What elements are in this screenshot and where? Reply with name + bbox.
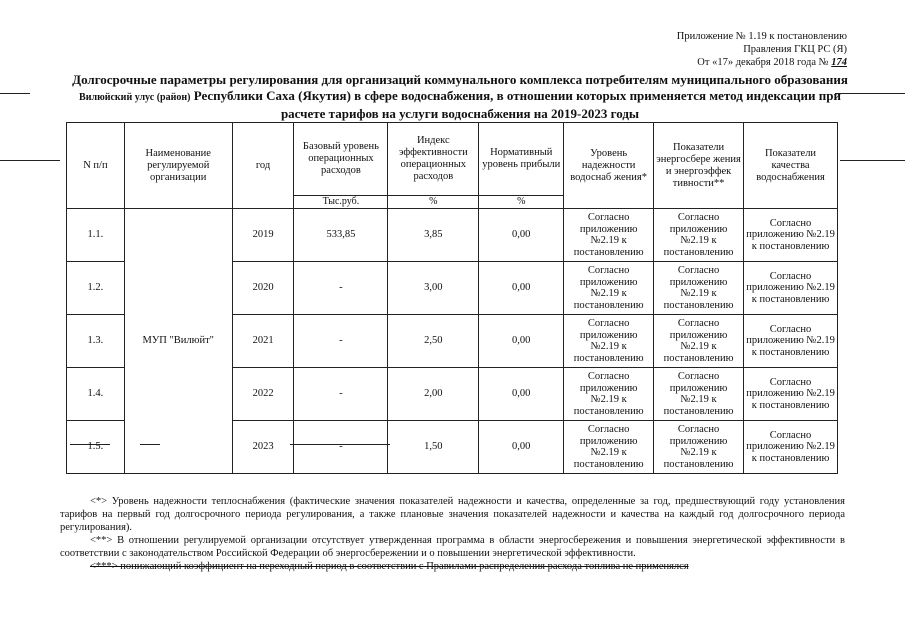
footnotes: [60, 495, 845, 573]
row-index: 2,00: [388, 368, 479, 421]
appendix-line-1: Приложение № 1.19 к постановлению: [676, 31, 847, 42]
row-num: 1.4.: [67, 368, 125, 421]
row-index: 1,50: [388, 421, 479, 474]
row-reliability: Согласно приложению №2.19 к постановлению: [564, 262, 654, 315]
row-energy: Согласно приложению №2.19 к постановлению: [654, 368, 744, 421]
header-profit-level: Нормативный уровень прибыли: [479, 123, 564, 196]
scan-line: [835, 93, 905, 94]
title-part-2: Республики Саха (Якутия) в сфере водоснабжения, в отношении которых применяется метод индексации при расчете тарифов на услуги водоснабжения на 2019-2023 годы: [193, 88, 841, 121]
scan-line: [840, 160, 905, 161]
row-num: 1.1.: [67, 209, 125, 262]
row-quality: Согласно приложению №2.19 к постановлению: [744, 421, 838, 474]
row-index: 3,00: [388, 262, 479, 315]
footnote-2: <**> В отношении регулируемой организации отсутствует утвержденная программа в области энергосбережения и повышения энергетической эффективности в соответствии с законодательством Российской Федерации об энергосбережении и о повышении энергетической эффективности.: [60, 535, 845, 559]
row-index: 2,50: [388, 315, 479, 368]
row-year: 2020: [232, 262, 294, 315]
row-year: 2019: [232, 209, 294, 262]
row-base: 533,85: [294, 209, 388, 262]
row-year: 2023: [232, 421, 294, 474]
row-num: 1.5.: [67, 421, 125, 474]
row-energy: Согласно приложению №2.19 к постановлению: [654, 209, 744, 262]
unit-index: %: [388, 196, 479, 209]
row-reliability: Согласно приложению №2.19 к постановлению: [564, 368, 654, 421]
header-efficiency-index: Индекс эффективности операционных расходов: [388, 123, 479, 196]
title-municipality: Вилюйский улус (район): [79, 92, 191, 103]
appendix-line-2: Правления ГКЦ РС (Я): [743, 44, 847, 55]
row-base: -: [294, 421, 388, 474]
header-reliability: Уровень надежности водоснаб жения*: [564, 123, 654, 209]
header-energy: Показатели энергосбере жения и энергоэффек тивности**: [654, 123, 744, 209]
resolution-number: 174: [831, 57, 847, 68]
row-year: 2022: [232, 368, 294, 421]
title-part-1: Долгосрочные параметры регулирования для организаций коммунального комплекса потребителям муниципального образования: [72, 72, 848, 87]
header-num: N п/п: [67, 123, 125, 209]
row-base: -: [294, 262, 388, 315]
row-reliability: Согласно приложению №2.19 к постановлению: [564, 209, 654, 262]
row-index: 3,85: [388, 209, 479, 262]
parameters-table: [66, 122, 838, 474]
row-base: -: [294, 315, 388, 368]
row-profit: 0,00: [479, 368, 564, 421]
header-base-level: Базовый уровень операционных расходов: [294, 123, 388, 196]
row-reliability: Согласно приложению №2.19 к постановлению: [564, 315, 654, 368]
header-row: [67, 123, 838, 196]
header-organization: Наименование регулируемой организации: [124, 123, 232, 209]
row-num: 1.2.: [67, 262, 125, 315]
document-title: [60, 72, 860, 122]
organization-name: МУП "Вилюйт": [124, 209, 232, 474]
row-quality: Согласно приложению №2.19 к постановлению: [744, 368, 838, 421]
unit-profit: %: [479, 196, 564, 209]
header-year: год: [232, 123, 294, 209]
appendix-line-3: [677, 56, 847, 69]
row-energy: Согласно приложению №2.19 к постановлению: [654, 315, 744, 368]
table-row: [67, 209, 838, 262]
row-profit: 0,00: [479, 209, 564, 262]
row-reliability: Согласно приложению №2.19 к постановлению: [564, 421, 654, 474]
scan-line: [0, 160, 60, 161]
row-year: 2021: [232, 315, 294, 368]
row-energy: Согласно приложению №2.19 к постановлению: [654, 421, 744, 474]
row-profit: 0,00: [479, 262, 564, 315]
footnote-3: <***> понижающий коэффициент на переходный период в соответствии с Правилами распределения расхода топлива не применялся: [90, 561, 689, 572]
row-profit: 0,00: [479, 315, 564, 368]
appendix-date: От «17» декабря 2018 года №: [697, 57, 829, 68]
header-quality: Показатели качества водоснабжения: [744, 123, 838, 209]
appendix-header: [677, 30, 847, 69]
row-profit: 0,00: [479, 421, 564, 474]
row-quality: Согласно приложению №2.19 к постановлению: [744, 209, 838, 262]
footnote-1: <*> Уровень надежности теплоснабжения (фактические значения показателей надежности и качества, определенные за год, предшествующий году установления тарифов на первый год долгосрочного периода регулирования, а также плановые значения показателей надежности и качества на каждый год долгосрочного периода регулирования).: [60, 496, 845, 533]
row-base: -: [294, 368, 388, 421]
row-quality: Согласно приложению №2.19 к постановлению: [744, 315, 838, 368]
scan-line: [0, 93, 30, 94]
unit-base: Тыс.руб.: [294, 196, 388, 209]
row-quality: Согласно приложению №2.19 к постановлению: [744, 262, 838, 315]
row-num: 1.3.: [67, 315, 125, 368]
row-energy: Согласно приложению №2.19 к постановлению: [654, 262, 744, 315]
